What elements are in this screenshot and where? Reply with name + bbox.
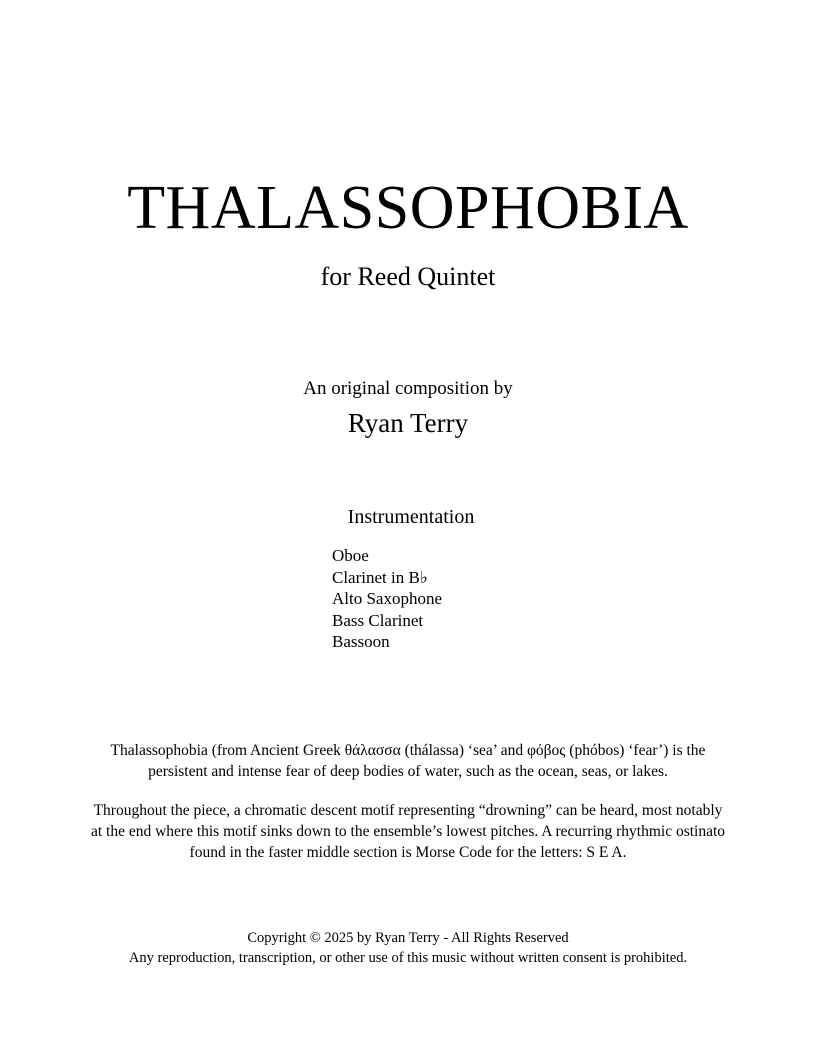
- program-note-paragraph: Throughout the piece, a chromatic descent motif representing “drowning” can be heard, most notably at the end where this motif sinks down to the ensemble’s lowest pitches. A recurring rhythmic ostinato found in the faster middle section is Morse Code for the letters: S E A.: [90, 802, 726, 861]
- copyright-line: Copyright © 2025 by Ryan Terry - All Rights Reserved: [247, 930, 569, 946]
- instrument-list: [332, 545, 512, 653]
- instrumentation-heading: Instrumentation: [347, 506, 475, 528]
- footer: [0, 928, 816, 968]
- list-item: Bass Clarinet: [332, 610, 424, 630]
- rights-line: Any reproduction, transcription, or other use of this music without written consent is prohibited.: [128, 950, 688, 966]
- composer-credit: An original composition by: [303, 378, 513, 399]
- page-title: THALASSOPHOBIA: [127, 174, 689, 242]
- instrumentation-section: [0, 506, 816, 653]
- program-notes: [0, 740, 816, 863]
- list-item: Clarinet in B♭: [332, 567, 428, 587]
- page-subtitle: for Reed Quintet: [320, 262, 496, 291]
- composer-name: Ryan Terry: [347, 408, 469, 438]
- list-item: Oboe: [332, 546, 369, 565]
- list-item: Alto Saxophone: [332, 589, 443, 608]
- program-note-paragraph: Thalassophobia (from Ancient Greek θάλασσα (thálassa) ‘sea’ and φόβος (phóbos) ‘fear’) is the persistent and intense fear of deep bodies of water, such as the ocean, seas, or lakes.: [110, 742, 706, 780]
- list-item: Bassoon: [332, 632, 390, 651]
